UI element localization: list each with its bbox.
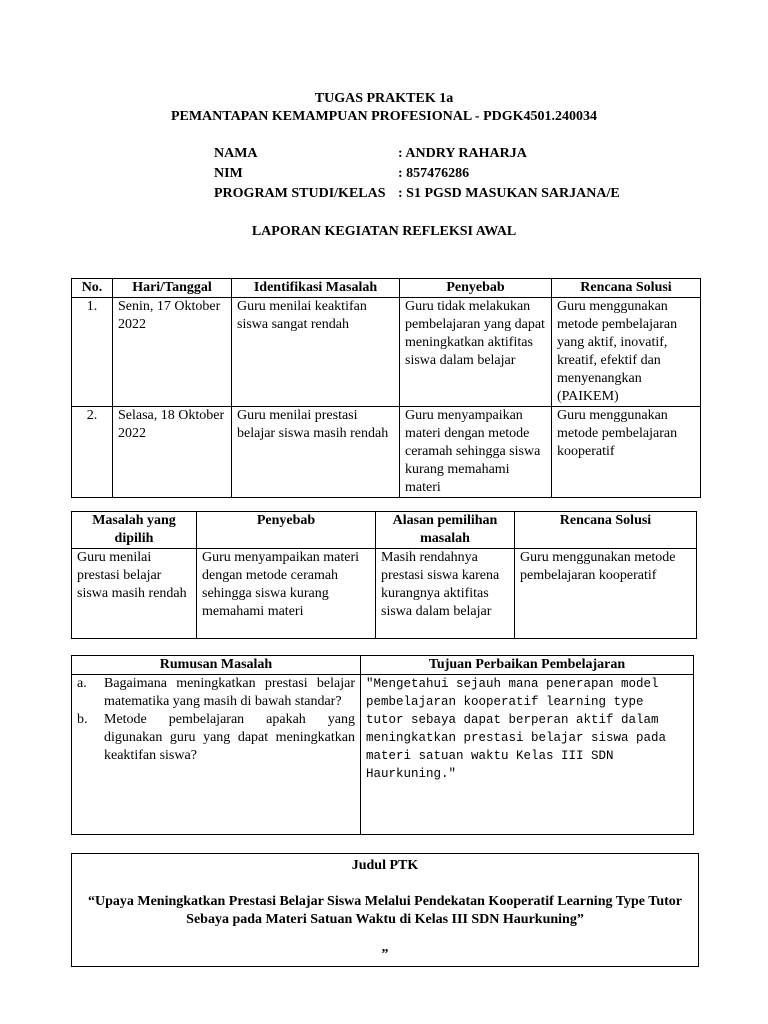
info-value: : ANDRY RAHARJA xyxy=(398,146,527,161)
info-key: PROGRAM STUDI/KELAS xyxy=(214,186,386,201)
table-header-row xyxy=(72,279,701,298)
table-cell: Guru menggunakan metode pembelajaran kooperatif xyxy=(515,549,697,639)
column-header: Masalah yang dipilih xyxy=(72,512,197,549)
table-header-row xyxy=(72,656,694,675)
info-row-nim xyxy=(214,166,469,182)
closing-quote-mark: „ xyxy=(381,940,389,955)
column-header: Identifikasi Masalah xyxy=(232,279,400,298)
refleksi-table xyxy=(71,278,701,498)
table-row xyxy=(72,407,701,498)
column-header: No. xyxy=(72,279,113,298)
info-row-program-studi xyxy=(214,186,620,202)
column-header: Rumusan Masalah xyxy=(72,656,361,675)
masalah-dipilih-table xyxy=(71,511,697,639)
report-title: LAPORAN KEGIATAN REFLEKSI AWAL xyxy=(251,224,517,239)
list-item xyxy=(77,711,355,765)
list-item xyxy=(77,675,355,711)
rumusan-tujuan-table xyxy=(71,655,694,835)
column-header: Penyebab xyxy=(197,512,376,549)
rumusan-cell xyxy=(72,675,361,835)
info-row-nama xyxy=(214,146,527,162)
list-marker: b. xyxy=(77,712,88,727)
column-header: Tujuan Perbaikan Pembelajaran xyxy=(361,656,694,675)
column-header: Rencana Solusi xyxy=(552,279,701,298)
column-header: Hari/Tanggal xyxy=(113,279,232,298)
column-header: Alasan pemilihan masalah xyxy=(376,512,515,549)
table-header-row xyxy=(72,512,697,549)
table-cell: Guru menilai prestasi belajar siswa masih rendah xyxy=(232,407,400,498)
table-row xyxy=(72,298,701,407)
info-value: : S1 PGSD MASUKAN SARJANA/E xyxy=(398,186,620,201)
table-cell: Guru menilai prestasi belajar siswa masih rendah xyxy=(72,549,197,639)
judul-text: “Upaya Meningkatkan Prestasi Belajar Siswa Melalui Pendekatan Kooperatif Learning Type Tutor Sebaya pada Materi Satuan Waktu di Kelas III SDN Haurkuning” xyxy=(87,894,682,927)
table-cell: Guru menggunakan metode pembelajaran yang aktif, inovatif, kreatif, efektif dan menyenangkan (PAIKEM) xyxy=(552,298,701,407)
table-cell: Masih rendahnya prestasi siswa karena kurangnya aktifitas siswa dalam belajar xyxy=(376,549,515,639)
document-title: TUGAS PRAKTEK 1a xyxy=(314,91,454,106)
table-cell: Guru tidak melakukan pembelajaran yang dapat meningkatkan aktifitas siswa dalam belajar xyxy=(400,298,552,407)
table-cell: 1. xyxy=(72,298,113,407)
judul-label: Judul PTK xyxy=(351,858,419,873)
table-cell: Guru menyampaikan materi dengan metode ceramah sehingga siswa kurang memahami materi xyxy=(400,407,552,498)
table-cell: 2. xyxy=(72,407,113,498)
list-text: Metode pembelajaran apakah yang digunakan guru yang dapat meningkatkan keaktifan siswa? xyxy=(104,712,355,763)
table-cell: Guru menggunakan metode pembelajaran kooperatif xyxy=(552,407,701,498)
table-cell: Senin, 17 Oktober 2022 xyxy=(113,298,232,407)
info-key: NAMA xyxy=(214,146,258,161)
table-cell: Guru menyampaikan materi dengan metode ceramah sehingga siswa kurang memahami materi xyxy=(197,549,376,639)
column-header: Penyebab xyxy=(400,279,552,298)
table-row xyxy=(72,549,697,639)
table-cell: Selasa, 18 Oktober 2022 xyxy=(113,407,232,498)
table-cell: Guru menilai keaktifan siswa sangat rendah xyxy=(232,298,400,407)
document-subtitle: PEMANTAPAN KEMAMPUAN PROFESIONAL - PDGK4501.240034 xyxy=(170,109,598,124)
tujuan-cell: "Mengetahui sejauh mana penerapan model pembelajaran kooperatif learning type tutor sebaya dapat berperan aktif dalam meningkatkan prestasi belajar siswa pada materi satuan waktu Kelas III SDN Haurkuning." xyxy=(361,675,694,835)
column-header: Rencana Solusi xyxy=(515,512,697,549)
info-value: : 857476286 xyxy=(398,166,470,181)
table-row xyxy=(72,675,694,835)
info-key: NIM xyxy=(214,166,243,181)
list-marker: a. xyxy=(77,676,87,691)
list-text: Bagaimana meningkatkan prestasi belajar matematika yang masih di bawah standar? xyxy=(104,676,355,709)
judul-ptk-box xyxy=(71,853,699,967)
